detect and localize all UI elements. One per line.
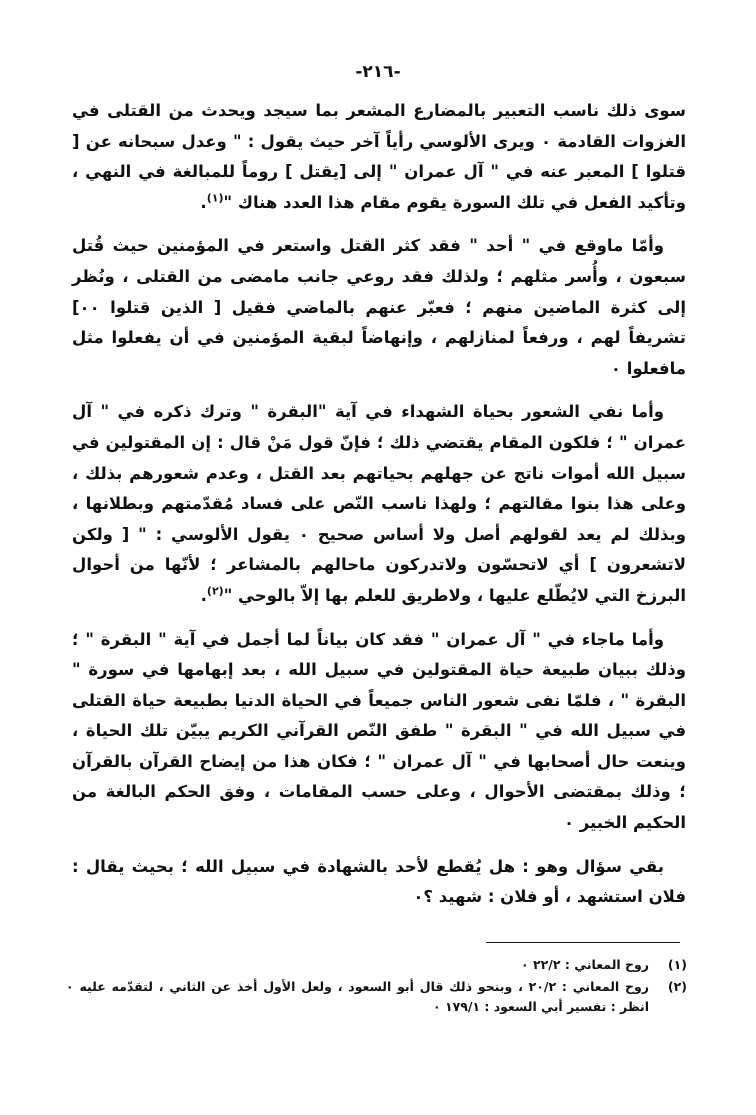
paragraph-5-text: بقي سؤال وهو : هل يُقطع لأحد بالشهادة في سبيل الله ؛ بحيث يقال : فلان استشهد ، أو فلان : شهيد ؟٠ [72,856,686,907]
main-text [72,96,686,926]
paragraph-1-text: سوى ذلك ناسب التعبير بالمضارع المشعر بما سيجد ويحدث من القتلى في الغزوات القادمة ٠ ويرى الألوسي رأياً آخر حيث يقول : " وعدل سبحانه عن [ قتلوا ] المعبر عنه في " آل عمران " إلى [يقتل ] روماً للمبالغة في النهي ، وتأكيد الفعل في تلك السورة يقوم مقام هذا العدد هناك " [72,101,686,212]
paragraph-3 [72,397,686,611]
paragraph-2 [72,231,686,384]
paragraph-3-text: وأما نفي الشعور بحياة الشهداء في آية "البقرة " وترك ذكره في " آل عمران " ؛ فلكون المقام يقتضي ذلك ؛ فإنّ قول مَنْ قال : إن المقتولين في سبيل الله أموات ناتج عن جهلهم بحياتهم بعد القتل ، وعدم شعورهم بذلك ، وعلى هذا بنوا مقالتهم ؛ ولهذا ناسب النّص على فساد مُقدّمتهم وبطلانها ، وبذلك لم يعد لقولهم أصل ولا أساس صحيح ٠ يقول الألوسي : " [ ولكن لاتشعرون ] أي لاتحسّون ولاتدركون ماحالهم بالمشاعر ؛ لأنّها من أحوال البرزخ التي لايُطّلع عليها ، ولاطريق للعلم بها إلاّ بالوحي " [72,402,686,605]
footnote-1 [66,955,691,975]
paragraph-5 [72,852,686,913]
footnotes [66,955,691,1019]
footnote-1-number: (١) [667,957,687,972]
footnote-ref-2[interactable]: (٢) [206,584,224,598]
page-number: -٢١٦- [355,62,401,82]
footnote-1-text: روح المعاني : ٢٢/٢ ٠ [521,957,649,972]
footnote-ref-1[interactable]: (١) [206,191,224,205]
paragraph-1-tail: . [200,192,207,212]
paragraph-3-tail: . [200,585,207,605]
footnote-2 [66,977,691,1017]
footnote-divider [486,942,680,943]
footnote-2-number: (٢) [667,979,687,994]
paragraph-4-text: وأما ماجاء في " آل عمران " فقد كان بياناً لما أجمل في آية " البقرة " ؛ وذلك ببيان طبيعة حياة المقتولين في سبيل الله ، بعد إبهامها في سورة " البقرة " ، فلمّا نفى شعور الناس جميعاً في الحياة الدنيا بطبيعة حياة القتلى في سبيل الله في " البقرة " طفق النّص القرآني الكريم يبيّن تلك الحياة ، وينعت حال أصحابها في " آل عمران " ؛ فكان هذا من إيضاح القرآن بالقرآن ؛ وذلك بمقتضى الأحوال ، وعلى حسب المقامات ، وفق الحكم البالغة من الحكيم الخبير ٠ [72,629,686,833]
paragraph-2-text: وأمّا ماوقع في " أحد " فقد كثر القتل واستعر في المؤمنين حيث قُتل سبعون ، وأُسر مثلهم ؛ ولذلك فقد روعي جانب مامضى من القتلى ، ونُظر إلى كثرة الماضين منهم ؛ فعبّر عنهم بالماضي فقيل [ الذين قتلوا ٠٠] تشريفاً لهم ، ورفعاً لمنازلهم ، وإنهاضاً لبقية المؤمنين في أن يفعلوا مثل مافعلوا ٠ [72,236,686,378]
paragraph-1 [72,96,686,218]
footnote-2-text: روح المعاني : ٢٠/٢ ، وبنحو ذلك قال أبو السعود ، ولعل الأول أخذ عن الثاني ، لتقدّمه عليه ٠ انظر : تفسير أبي السعود : ١٧٩/١ ٠ [66,979,649,1014]
paragraph-4 [72,625,686,839]
